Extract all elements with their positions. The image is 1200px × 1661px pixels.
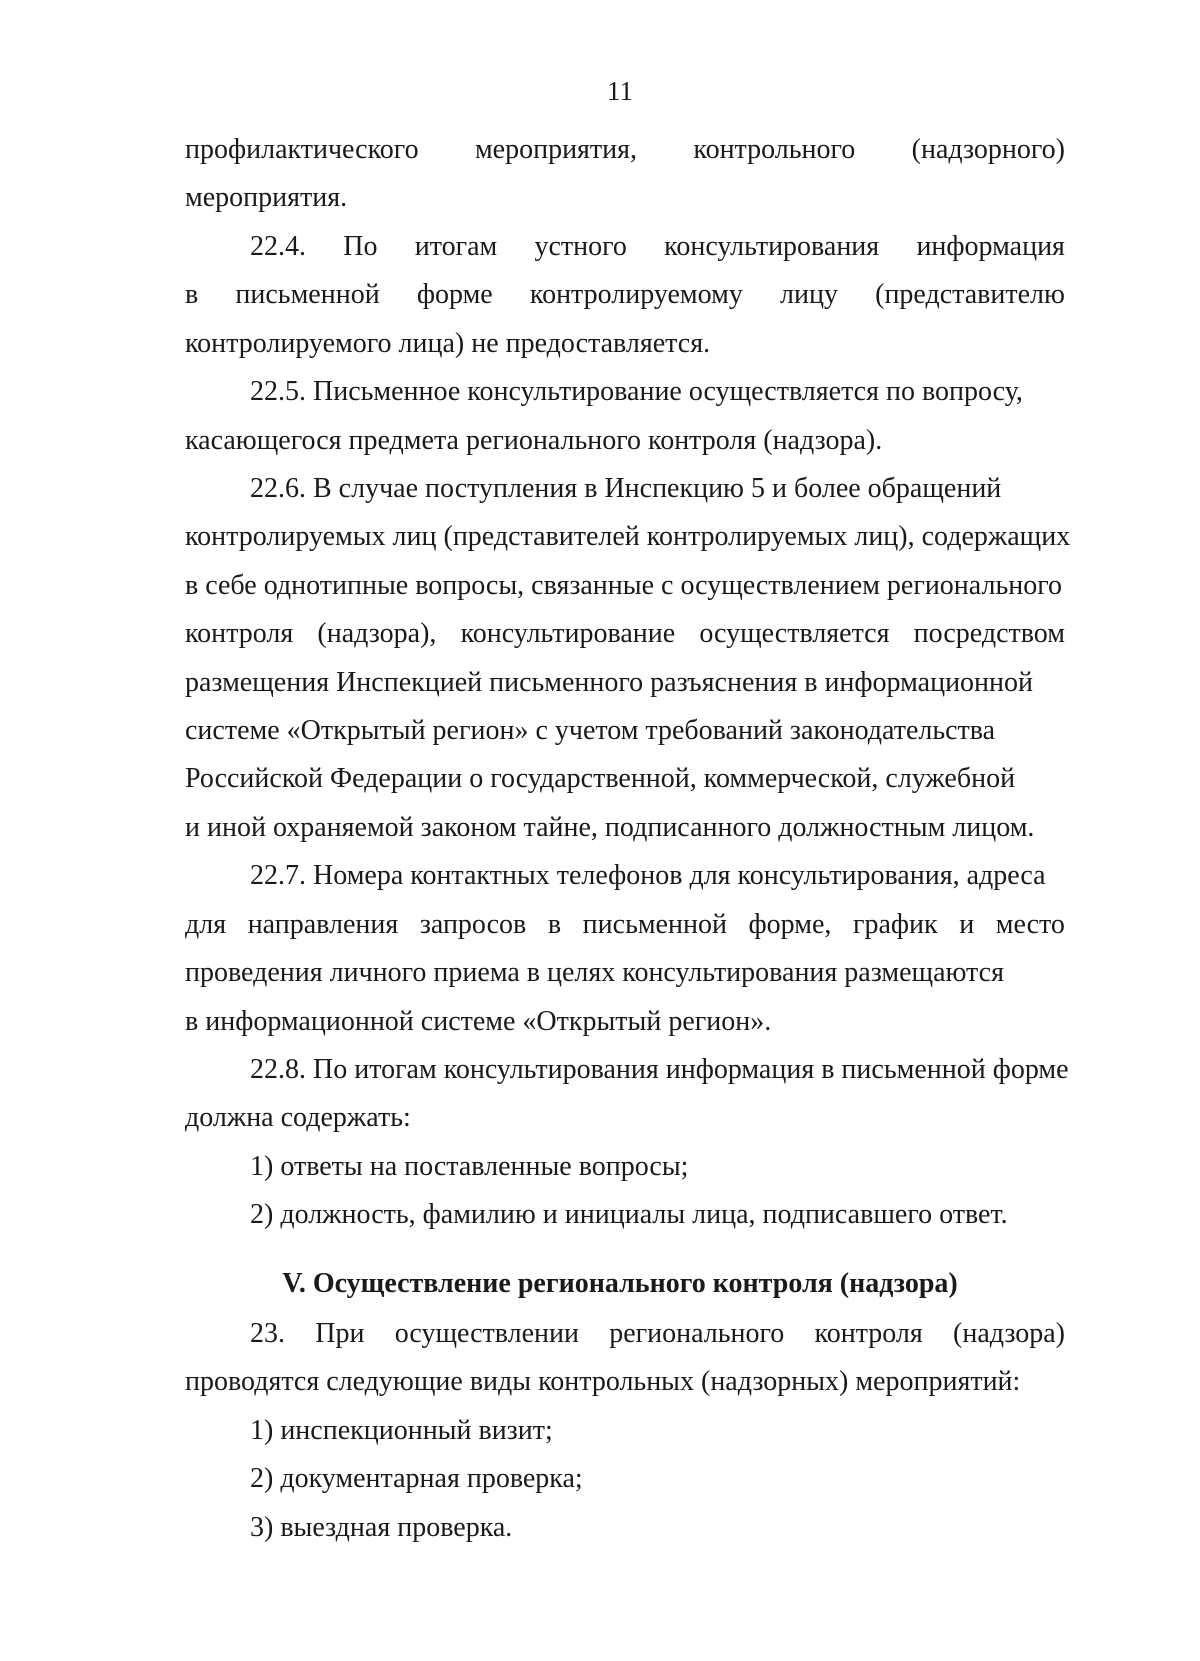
- text-line: 22.8. По итогам консультирования информация в письменной форме: [250, 1053, 1069, 1085]
- word: график: [852, 908, 938, 940]
- word: контрольного: [693, 134, 856, 165]
- list-item: 1) инспекционный визит;: [250, 1414, 553, 1446]
- page-number: 11: [607, 76, 633, 106]
- text-line: 22.5. Письменное консультирование осуществляется по вопросу,: [250, 376, 1023, 408]
- word: (надзора),: [317, 618, 437, 650]
- text-line: [185, 223, 1065, 271]
- word: информация: [916, 231, 1065, 262]
- word: в: [547, 908, 562, 940]
- word: устного: [534, 231, 627, 262]
- text-line: [185, 1310, 1065, 1358]
- text-line: и иной охраняемой законом тайне, подписанного должностным лицом.: [185, 811, 1035, 843]
- word: итогам: [414, 231, 498, 262]
- word: консультирование: [460, 618, 676, 650]
- word: консультирования: [664, 231, 880, 262]
- text-line: Российской Федерации о государственной, коммерческой, служебной: [185, 763, 1016, 795]
- text-line: [185, 126, 1065, 174]
- word: в: [185, 279, 199, 311]
- list-item: 1) ответы на поставленные вопросы;: [250, 1150, 689, 1182]
- word: профилактического: [185, 134, 419, 165]
- text-line: должна содержать:: [185, 1102, 411, 1134]
- word: контроля: [814, 1318, 923, 1349]
- word: контроля: [185, 618, 294, 650]
- paragraph-23: [185, 1310, 1065, 1552]
- list-item: 2) должность, фамилию и инициалы лица, подписавшего ответ.: [250, 1199, 1008, 1231]
- list-item: 2) документарная проверка;: [250, 1463, 583, 1495]
- text-line: контролируемого лица) не предоставляется.: [185, 327, 711, 359]
- word: форме: [416, 279, 493, 311]
- word: письменной: [235, 279, 380, 311]
- word: место: [995, 908, 1065, 940]
- word: для: [185, 908, 227, 940]
- text-line: контролируемых лиц (представителей контролируемых лиц), содержащих: [185, 521, 1071, 553]
- word: (надзора): [953, 1318, 1065, 1349]
- paragraph-continuation: [185, 126, 1065, 223]
- text-line: в себе однотипные вопросы, связанные с осуществлением регионального: [185, 569, 1062, 601]
- word: При: [315, 1318, 365, 1349]
- text-line: [185, 901, 1065, 949]
- word: контролируемому: [529, 279, 743, 311]
- text-line: проведения личного приема в целях консультирования размещаются: [185, 957, 1004, 989]
- word: форме,: [748, 908, 832, 940]
- paragraphs-22: [185, 223, 1071, 1240]
- text-line: касающегося предмета регионального контроля (надзора).: [185, 424, 883, 456]
- text-line: в информационной системе «Открытый регион».: [185, 1005, 772, 1037]
- word: осуществляется: [699, 618, 890, 650]
- text-line: системе «Открытый регион» с учетом требований законодательства: [185, 715, 996, 747]
- word: посредством: [913, 618, 1065, 650]
- word: регионального: [609, 1318, 785, 1349]
- text-line: [185, 271, 1065, 319]
- word: 22.4.: [250, 231, 306, 262]
- text-line: проводятся следующие виды контрольных (надзорных) мероприятий:: [185, 1366, 1021, 1398]
- word: По: [343, 231, 378, 262]
- word: осуществлении: [394, 1318, 579, 1349]
- word: (представителю: [875, 279, 1065, 311]
- word: запросов: [419, 908, 527, 940]
- word: направления: [247, 908, 399, 940]
- text-line: 22.6. В случае поступления в Инспекцию 5 и более обращений: [250, 473, 1002, 505]
- word: и: [959, 908, 975, 940]
- section-heading: V. Осуществление регионального контроля (надзора): [282, 1268, 958, 1299]
- word: лицу: [780, 279, 838, 311]
- word: мероприятия,: [474, 134, 638, 165]
- word: письменной: [582, 908, 727, 940]
- text-line: [185, 610, 1065, 658]
- list-item: 3) выездная проверка.: [250, 1511, 513, 1543]
- text-line: 22.7. Номера контактных телефонов для консультирования, адреса: [250, 860, 1046, 892]
- text-line: мероприятия.: [185, 182, 348, 214]
- word: 23.: [250, 1318, 285, 1349]
- text-line: размещения Инспекцией письменного разъяснения в информационной: [185, 666, 1034, 698]
- word: (надзорного): [911, 134, 1065, 165]
